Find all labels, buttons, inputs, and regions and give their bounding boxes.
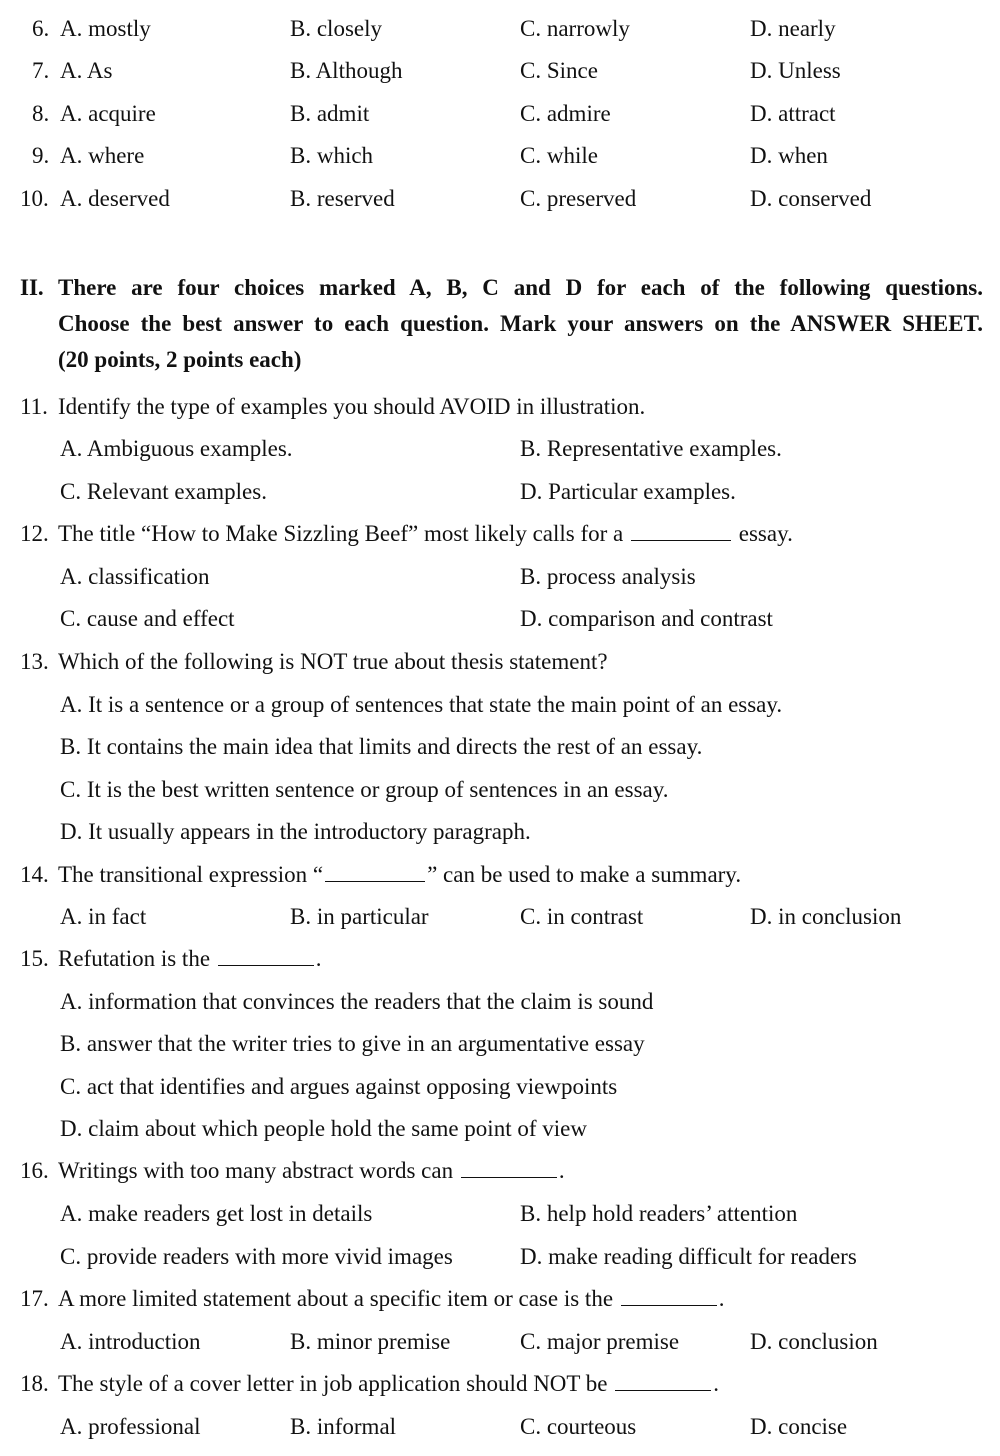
question-14-stem [0, 858, 1000, 892]
option-b: B. minor premise [290, 1329, 451, 1354]
question-15-option-b [0, 1027, 1000, 1061]
answer-blank [461, 1155, 557, 1178]
option-a: A. Ambiguous examples. [60, 436, 293, 461]
question-text-after: essay. [738, 521, 793, 546]
option-b: B. help hold readers’ attention [520, 1201, 798, 1226]
question-text [58, 942, 322, 976]
question-18-stem [0, 1367, 1000, 1401]
question-16-stem [0, 1154, 1000, 1188]
question-number: 12. [20, 521, 49, 546]
option-c: C. preserved [520, 186, 637, 211]
question-row-9 [0, 139, 1000, 173]
section-number: II. [20, 275, 44, 300]
option-d: D. conclusion [750, 1329, 878, 1354]
option-d: D. Unless [750, 58, 841, 83]
question-11-options-2 [0, 475, 1000, 509]
question-text-before: The style of a cover letter in job application should NOT be [58, 1371, 608, 1396]
question-13-option-a [0, 688, 1000, 722]
section-instructions-line-2: Choose the best answer to each question. Mark your answers on the ANSWER SHEET. [58, 311, 983, 336]
option-d: D. claim about which people hold the same point of view [60, 1116, 587, 1141]
question-number: 18. [20, 1371, 49, 1396]
question-text [58, 858, 741, 892]
question-16-options-1 [0, 1197, 1000, 1231]
question-text [58, 1154, 565, 1188]
question-15-option-c [0, 1070, 1000, 1104]
option-c: C. major premise [520, 1329, 680, 1354]
question-12-options-2 [0, 602, 1000, 636]
option-d: D. concise [750, 1414, 848, 1439]
question-18-options [0, 1410, 1000, 1444]
option-b: B. which [290, 143, 374, 168]
option-b: B. informal [290, 1414, 397, 1439]
answer-blank [621, 1283, 717, 1306]
option-b: B. reserved [290, 186, 395, 211]
question-text-before: Refutation is the [58, 946, 211, 971]
question-13-option-d [0, 815, 1000, 849]
question-text-before: The transitional expression “ [58, 862, 324, 887]
option-a: A. where [60, 143, 145, 168]
option-c: C. while [520, 143, 598, 168]
question-text: Which of the following is NOT true about thesis statement? [58, 649, 608, 674]
option-d: D. when [750, 143, 828, 168]
option-a: A. It is a sentence or a group of sentences that state the main point of an essay. [60, 692, 783, 717]
option-c: C. Relevant examples. [60, 479, 267, 504]
question-number: 13. [20, 649, 49, 674]
question-number: 7. [32, 58, 50, 83]
answer-blank [325, 859, 425, 882]
option-c: C. courteous [520, 1414, 637, 1439]
question-row-6 [0, 12, 1000, 46]
question-12-options-1 [0, 560, 1000, 594]
question-16-options-2 [0, 1240, 1000, 1274]
question-number: 8. [32, 101, 50, 126]
question-number: 15. [20, 946, 49, 971]
option-c: C. narrowly [520, 16, 630, 41]
question-text-after: . [718, 1286, 725, 1311]
question-number: 9. [32, 143, 50, 168]
question-14-options [0, 900, 1000, 934]
question-12-stem [0, 517, 1000, 551]
section-points: (20 points, 2 points each) [58, 347, 302, 372]
option-a: A. acquire [60, 101, 156, 126]
option-a: A. deserved [60, 186, 170, 211]
question-text-before: Writings with too many abstract words can [58, 1158, 454, 1183]
option-b: B. Representative examples. [520, 436, 782, 461]
option-b: B. answer that the writer tries to give in an argumentative essay [60, 1031, 645, 1056]
question-number: 14. [20, 862, 49, 887]
question-text-after: . [713, 1371, 720, 1396]
question-11-options-1 [0, 432, 1000, 466]
question-15-option-a [0, 985, 1000, 1019]
option-b: B. process analysis [520, 564, 696, 589]
question-15-stem [0, 942, 1000, 976]
option-c: C. act that identifies and argues against opposing viewpoints [60, 1074, 618, 1099]
option-b: B. closely [290, 16, 382, 41]
question-text-after: . [315, 946, 322, 971]
option-a: A. in fact [60, 904, 147, 929]
question-15-option-d [0, 1112, 1000, 1146]
option-a: A. make readers get lost in details [60, 1201, 373, 1226]
question-text [58, 1282, 725, 1316]
question-13-option-c [0, 773, 1000, 807]
option-a: A. mostly [60, 16, 151, 41]
option-b: B. admit [290, 101, 370, 126]
option-a: A. classification [60, 564, 210, 589]
option-a: A. As [60, 58, 113, 83]
option-c: C. It is the best written sentence or group of sentences in an essay. [60, 777, 669, 802]
question-number: 16. [20, 1158, 49, 1183]
question-text-after: ” can be used to make a summary. [427, 862, 742, 887]
question-number: 17. [20, 1286, 49, 1311]
answer-blank [615, 1368, 711, 1391]
option-c: C. cause and effect [60, 606, 235, 631]
option-d: D. conserved [750, 186, 872, 211]
option-b: B. Although [290, 58, 403, 83]
option-a: A. information that convinces the readers that the claim is sound [60, 989, 654, 1014]
option-d: D. in conclusion [750, 904, 902, 929]
option-d: D. It usually appears in the introductory paragraph. [60, 819, 531, 844]
question-17-options [0, 1325, 1000, 1359]
question-11-stem [0, 390, 1000, 424]
question-number: 10. [20, 186, 49, 211]
question-text-after: . [558, 1158, 565, 1183]
option-a: A. professional [60, 1414, 201, 1439]
question-row-7 [0, 54, 1000, 88]
question-text: Identify the type of examples you should AVOID in illustration. [58, 394, 646, 419]
section-instructions-line-1: There are four choices marked A, B, C and D for each of the following questions. [58, 275, 983, 300]
question-row-10 [0, 182, 1000, 216]
question-number: 11. [20, 394, 48, 419]
question-13-option-b [0, 730, 1000, 764]
option-d: D. make reading difficult for readers [520, 1244, 857, 1269]
question-row-8 [0, 97, 1000, 131]
question-text-before: The title “How to Make Sizzling Beef” most likely calls for a [58, 521, 624, 546]
option-b: B. It contains the main idea that limits and directs the rest of an essay. [60, 734, 703, 759]
answer-blank [631, 518, 731, 541]
answer-blank [218, 943, 314, 966]
section-heading [0, 270, 1000, 380]
option-d: D. Particular examples. [520, 479, 736, 504]
question-number: 6. [32, 16, 50, 41]
option-d: D. attract [750, 101, 836, 126]
option-d: D. comparison and contrast [520, 606, 773, 631]
option-c: C. in contrast [520, 904, 644, 929]
question-text-before: A more limited statement about a specific item or case is the [58, 1286, 614, 1311]
question-text [58, 517, 793, 551]
question-text [58, 1367, 719, 1401]
question-13-stem [0, 645, 1000, 679]
option-d: D. nearly [750, 16, 836, 41]
option-c: C. Since [520, 58, 598, 83]
option-a: A. introduction [60, 1329, 201, 1354]
question-17-stem [0, 1282, 1000, 1316]
option-b: B. in particular [290, 904, 429, 929]
option-c: C. admire [520, 101, 611, 126]
option-c: C. provide readers with more vivid images [60, 1244, 453, 1269]
